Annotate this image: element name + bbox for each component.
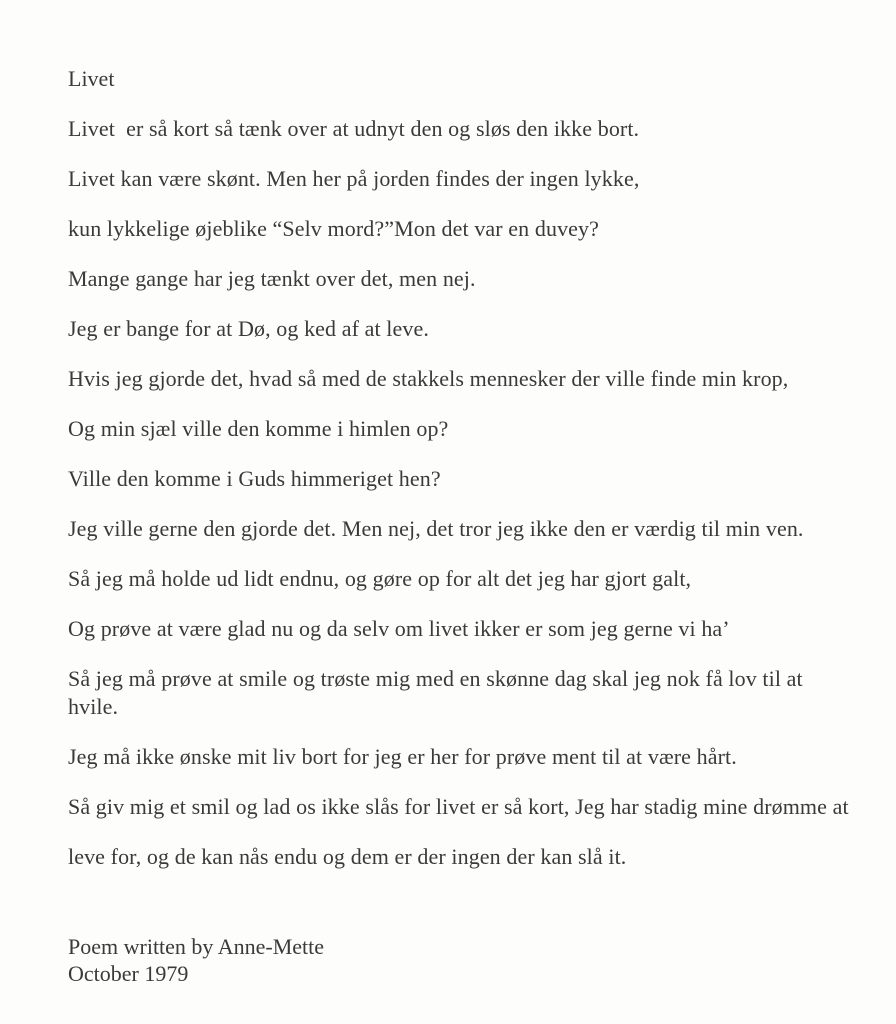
poem-line: Ville den komme i Guds himmeriget hen? [68, 466, 441, 491]
poem-content [68, 65, 856, 987]
poem-line: Hvis jeg gjorde det, hvad så med de stakkels mennesker der ville finde min krop, [68, 366, 789, 391]
poem-line: kun lykkelige øjeblike “Selv mord?”Mon det var en duvey? [68, 216, 599, 241]
poem-line: Så giv mig et smil og lad os ikke slås for livet er så kort, Jeg har stadig mine drømme at [68, 794, 849, 819]
poem-line: Livet kan være skønt. Men her på jorden findes der ingen lykke, [68, 166, 640, 191]
poem-line: Og prøve at være glad nu og da selv om livet ikker er som jeg gerne vi ha’ [68, 616, 730, 641]
poem-line: Så jeg må holde ud lidt endnu, og gøre op for alt det jeg har gjort galt, [68, 566, 692, 591]
attribution-author: Poem written by Anne-Mette [68, 934, 325, 959]
poem-line: Jeg ville gerne den gjorde det. Men nej, det tror jeg ikke den er værdig til min ven. [68, 516, 804, 541]
attribution-date: October 1979 [68, 961, 189, 986]
poem-line: Så jeg må prøve at smile og trøste mig med en skønne dag skal jeg nok få lov til at hvile. [68, 666, 809, 719]
attribution-block [68, 933, 856, 987]
poem-line: Jeg er bange for at Dø, og ked af at leve. [68, 316, 429, 341]
poem-title: Livet [68, 66, 115, 91]
poem-line: Mange gange har jeg tænkt over det, men nej. [68, 266, 476, 291]
poem-line: leve for, og de kan nås endu og dem er der ingen der kan slå it. [68, 844, 627, 869]
poem-line: Og min sjæl ville den komme i himlen op? [68, 416, 449, 441]
poem-line: Livet er så kort så tænk over at udnyt den og sløs den ikke bort. [68, 116, 640, 141]
poem-line: Jeg må ikke ønske mit liv bort for jeg er her for prøve ment til at være hårt. [68, 744, 737, 769]
